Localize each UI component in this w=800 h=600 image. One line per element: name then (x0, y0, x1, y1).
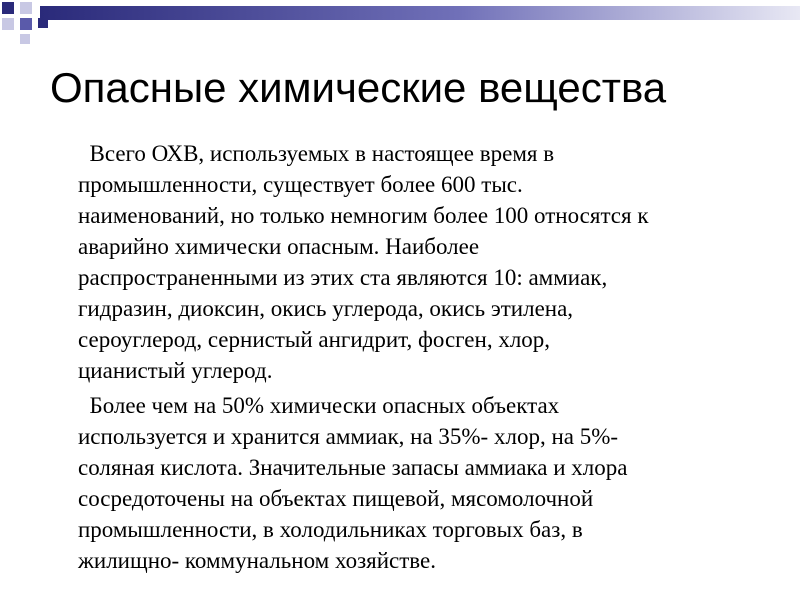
paragraph-line: наименований, но только немногим более 100 относятся к (78, 203, 649, 228)
header-decoration (0, 0, 800, 50)
paragraph-line: промышленности, в холодильниках торговых баз, в (78, 517, 583, 542)
paragraph-1 (78, 138, 778, 386)
deco-square-4 (20, 18, 32, 30)
paragraph-line: используется и хранится аммиак, на 35%- хлор, на 5%- (78, 424, 619, 449)
deco-square-1 (2, 2, 14, 14)
paragraph-line: соляная кислота. Значительные запасы аммиака и хлора (78, 455, 628, 480)
paragraph-line: цианистый углерод. (78, 358, 273, 383)
paragraph-line: Всего ОХВ, используемых в настоящее время в (78, 141, 555, 166)
deco-square-2 (20, 2, 32, 14)
paragraph-line: аварийно химически опасным. Наиболее (78, 234, 480, 259)
slide-title: Опасные химические вещества (50, 64, 667, 111)
deco-square-6 (20, 34, 30, 44)
paragraph-line: распространенными из этих ста являются 10: аммиак, (78, 265, 608, 290)
paragraph-line: промышленности, существует более 600 тыс. (78, 172, 523, 197)
deco-square-3 (2, 18, 14, 30)
paragraph-line: сосредоточены на объектах пищевой, мясомолочной (78, 486, 594, 511)
deco-gradient-bar (40, 6, 800, 20)
paragraph-line: Более чем на 50% химически опасных объектах (78, 393, 560, 418)
paragraph-line: жилищно- коммунальном хозяйстве. (78, 548, 436, 573)
paragraph-line: сероуглерод, сернистый ангидрит, фосген, хлор, (78, 327, 551, 352)
paragraph-line: гидразин, диоксин, окись углерода, окись этилена, (78, 296, 574, 321)
slide-body (78, 138, 778, 580)
paragraph-2 (78, 390, 778, 576)
